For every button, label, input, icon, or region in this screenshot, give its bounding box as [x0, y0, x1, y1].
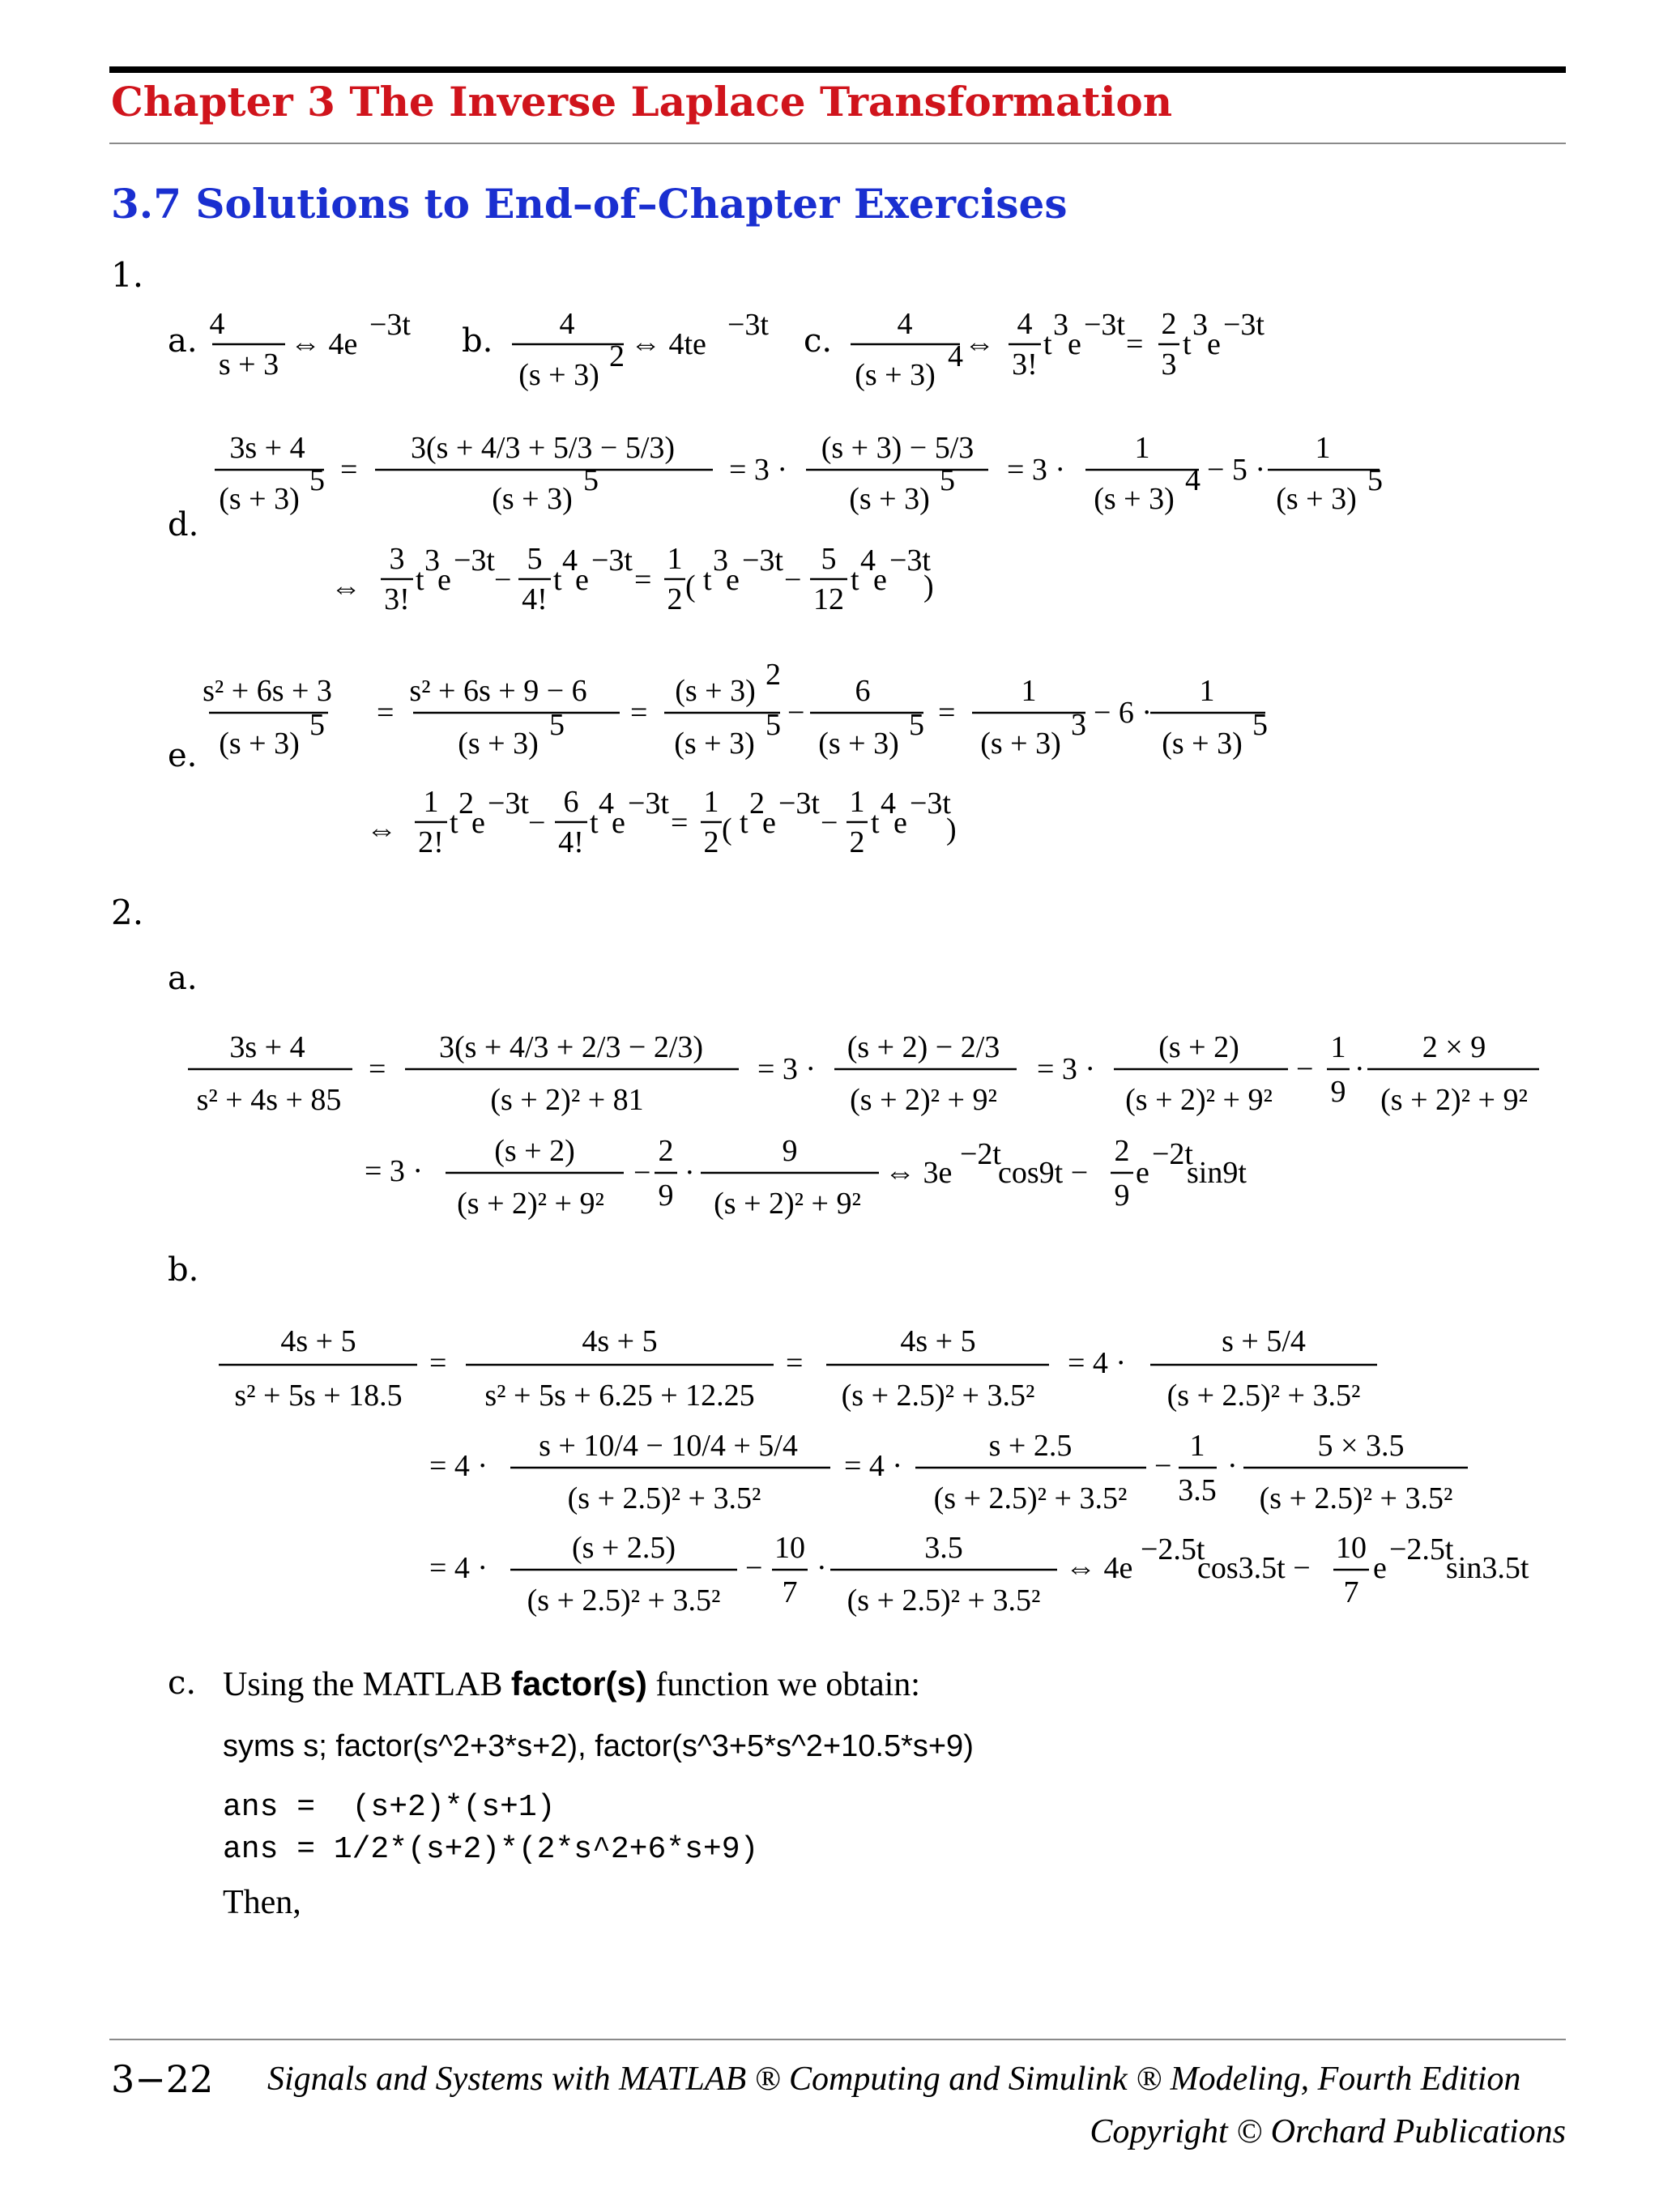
svg-text:−2.5t: −2.5t [1141, 1532, 1205, 1566]
svg-text:4!: 4! [522, 582, 548, 616]
ex2c-intro: Using the MATLAB factor(s) function we obtain: [223, 1664, 920, 1703]
svg-text:·: · [1227, 1449, 1238, 1483]
svg-text:e: e [1136, 1156, 1149, 1190]
svg-text:4: 4 [881, 786, 896, 820]
svg-text:e: e [726, 563, 740, 597]
svg-text:−: − [784, 563, 802, 597]
svg-text:5: 5 [309, 708, 325, 742]
svg-text:t: t [553, 563, 562, 597]
svg-text:3!: 3! [1012, 347, 1038, 381]
matlab-output-line-1: ans = (s+2)*(s+1) [223, 1790, 556, 1825]
ex1-part-a: a. [168, 322, 198, 360]
svg-text:= 3 ·: = 3 · [1007, 453, 1066, 487]
svg-text:3s + 4: 3s + 4 [229, 431, 305, 465]
svg-text:5: 5 [527, 542, 543, 576]
svg-text:s + 10/4 − 10/4 + 5/4: s + 10/4 − 10/4 + 5/4 [539, 1429, 798, 1463]
svg-text:−3t: −3t [591, 543, 633, 578]
svg-text:2: 2 [458, 786, 474, 820]
svg-text:10: 10 [1336, 1531, 1367, 1565]
svg-text:⇔ 4te: ⇔ 4te [630, 327, 706, 361]
svg-text:t: t [851, 563, 859, 597]
svg-text:1: 1 [1330, 1030, 1346, 1064]
svg-text:3.5: 3.5 [924, 1531, 963, 1565]
svg-text:−: − [633, 1156, 651, 1190]
matlab-output-line-2: ans = 1/2*(s+2)*(2*s^2+6*s+9) [223, 1832, 759, 1867]
ex1-part-d: d. [168, 506, 199, 543]
svg-text:s² + 6s + 9 − 6: s² + 6s + 9 − 6 [409, 674, 587, 708]
equation-1e-line1 [203, 658, 1268, 761]
svg-text:= 4 ·: = 4 · [429, 1551, 488, 1585]
svg-text:− 6 ·: − 6 · [1094, 696, 1153, 730]
svg-text:−: − [528, 806, 546, 840]
ex1-part-e: e. [168, 737, 198, 774]
svg-text:t: t [590, 806, 599, 840]
svg-text:6: 6 [563, 785, 579, 819]
svg-text:s² + 4s + 85: s² + 4s + 85 [196, 1083, 342, 1117]
svg-text:(s + 2.5)² + 3.5²: (s + 2.5)² + 3.5² [933, 1481, 1128, 1515]
book-title: Signals and Systems with MATLAB ® Computing and Simulink ® Modeling, Fourth Edition [267, 2061, 1521, 2098]
svg-text:2: 2 [849, 825, 865, 859]
matlab-command: syms s; factor(s^2+3*s+2), factor(s^3+5*s^2+10.5*s+9) [223, 1729, 974, 1763]
svg-text:5: 5 [1252, 708, 1268, 742]
svg-text:−3t: −3t [369, 308, 411, 342]
svg-text:−3t: −3t [910, 786, 951, 820]
svg-text:(s + 2)² + 9²: (s + 2)² + 9² [1380, 1083, 1528, 1117]
svg-text:2!: 2! [418, 825, 444, 859]
svg-text:e: e [893, 806, 907, 840]
svg-text:−3t: −3t [454, 543, 495, 578]
svg-text:=: = [377, 696, 394, 730]
svg-text:−: − [494, 563, 512, 597]
svg-text:2: 2 [658, 1134, 674, 1168]
svg-text:3: 3 [424, 543, 440, 578]
svg-text:−2t: −2t [960, 1137, 1001, 1171]
svg-text:1: 1 [703, 785, 719, 819]
svg-text:(s + 3) − 5/3: (s + 3) − 5/3 [821, 431, 975, 465]
matlab-function-name: factor(s) [510, 1664, 647, 1703]
svg-text:2: 2 [703, 825, 719, 859]
svg-text:(s + 2)² + 9²: (s + 2)² + 9² [1125, 1083, 1273, 1117]
svg-text:−3t: −3t [628, 786, 669, 820]
svg-text:5: 5 [766, 708, 781, 742]
then-text: Then, [223, 1884, 301, 1921]
svg-text:(s + 3): (s + 3) [1162, 727, 1243, 761]
svg-text:(s + 3): (s + 3) [219, 482, 300, 516]
svg-text:t: t [416, 563, 424, 597]
svg-text:(s + 3): (s + 3) [458, 727, 539, 761]
svg-text:e: e [437, 563, 451, 597]
svg-text:e: e [873, 563, 887, 597]
svg-text:t: t [1043, 327, 1052, 361]
svg-text:⇔: ⇔ [331, 571, 361, 605]
svg-text:2: 2 [1114, 1134, 1130, 1168]
svg-text:4: 4 [1185, 463, 1201, 497]
svg-text:1: 1 [849, 785, 865, 819]
svg-text:=: = [369, 1052, 386, 1086]
svg-text:sin9t: sin9t [1187, 1156, 1247, 1190]
svg-text:1: 1 [1199, 674, 1215, 708]
page-number: 3−22 [111, 2057, 214, 2101]
equation-2a-line2 [365, 1134, 1247, 1221]
svg-text:1: 1 [1134, 431, 1150, 465]
svg-text:(s + 3): (s + 3) [518, 358, 599, 392]
svg-text:5: 5 [583, 463, 599, 497]
copyright-line: Copyright © Orchard Publications [1090, 2113, 1566, 2150]
svg-text:−: − [1154, 1449, 1172, 1483]
svg-text:7: 7 [1343, 1575, 1359, 1609]
svg-text:(s + 2)² + 9²: (s + 2)² + 9² [457, 1187, 604, 1221]
svg-text:4: 4 [1017, 307, 1033, 341]
equation-2b-line1 [219, 1324, 1377, 1413]
svg-text:·: · [817, 1551, 827, 1585]
svg-text:(s + 2) − 2/3: (s + 2) − 2/3 [847, 1030, 1000, 1064]
ex1-part-b: b. [462, 322, 493, 360]
svg-text:(s + 2)² + 9²: (s + 2)² + 9² [850, 1083, 997, 1117]
svg-text:9: 9 [782, 1134, 798, 1168]
ex2-part-b: b. [168, 1251, 199, 1289]
svg-text:): ) [923, 569, 934, 603]
equation-2b-line2 [429, 1429, 1468, 1515]
svg-text:= 4 ·: = 4 · [1068, 1346, 1127, 1380]
svg-text:−2.5t: −2.5t [1389, 1532, 1454, 1566]
svg-text:3: 3 [1192, 308, 1208, 342]
ex1-part-c: c. [804, 322, 833, 360]
svg-text:−3t: −3t [727, 308, 769, 342]
svg-text:(s + 3): (s + 3) [675, 674, 756, 708]
svg-text:(: ( [722, 812, 732, 846]
svg-text:9: 9 [1330, 1075, 1346, 1109]
svg-text:(s + 3): (s + 3) [674, 727, 755, 761]
svg-text:−3t: −3t [778, 786, 820, 820]
svg-text:(s + 3): (s + 3) [492, 482, 573, 516]
svg-text:=: = [630, 696, 648, 730]
exercise-2-number: 2. [111, 893, 144, 932]
svg-text:(s + 2.5): (s + 2.5) [571, 1531, 676, 1565]
svg-text:3.5: 3.5 [1178, 1473, 1217, 1507]
svg-text:= 4 ·: = 4 · [844, 1449, 903, 1483]
svg-text:⇔ 3e: ⇔ 3e [885, 1156, 953, 1190]
svg-text:−3t: −3t [1223, 308, 1265, 342]
svg-text:=: = [671, 806, 689, 840]
svg-text:e: e [1207, 327, 1221, 361]
svg-text:(s + 3): (s + 3) [980, 727, 1061, 761]
svg-text:4: 4 [897, 307, 913, 341]
svg-text:3: 3 [1161, 347, 1177, 381]
svg-text:5: 5 [309, 463, 325, 497]
svg-text:(s + 2.5)² + 3.5²: (s + 2.5)² + 3.5² [567, 1481, 761, 1515]
svg-text:(: ( [685, 569, 696, 603]
svg-text:3: 3 [1071, 708, 1086, 742]
svg-text:4s + 5: 4s + 5 [582, 1324, 658, 1358]
svg-text:t: t [871, 806, 880, 840]
footer-rule [109, 2039, 1566, 2040]
svg-text:− 5 ·: − 5 · [1207, 453, 1266, 487]
svg-text:=: = [938, 696, 956, 730]
svg-text:(s + 2.5)² + 3.5²: (s + 2.5)² + 3.5² [1166, 1379, 1361, 1413]
svg-text:= 3 ·: = 3 · [729, 453, 788, 487]
svg-text:2: 2 [1161, 307, 1177, 341]
svg-text:2: 2 [609, 339, 625, 373]
svg-text:(s + 2): (s + 2) [494, 1134, 575, 1168]
svg-text:): ) [946, 812, 957, 846]
svg-text:⇔ 4e: ⇔ 4e [290, 327, 358, 361]
svg-text:e: e [762, 806, 776, 840]
svg-text:=: = [634, 563, 652, 597]
svg-text:(s + 3): (s + 3) [818, 727, 899, 761]
equation-1d-line1 [215, 431, 1383, 516]
svg-text:·: · [684, 1156, 695, 1190]
svg-text:(s + 2)² + 9²: (s + 2)² + 9² [714, 1187, 861, 1221]
svg-text:−: − [787, 696, 805, 730]
equation-1e-line2 [366, 785, 957, 859]
svg-text:s + 2.5: s + 2.5 [988, 1429, 1073, 1463]
svg-text:1: 1 [667, 542, 683, 576]
svg-text:−: − [1296, 1052, 1314, 1086]
equation-2b-line3 [429, 1531, 1529, 1617]
svg-text:4: 4 [599, 786, 614, 820]
svg-text:3(s + 4/3 + 5/3 − 5/3): 3(s + 4/3 + 5/3 − 5/3) [410, 431, 676, 465]
svg-text:6: 6 [855, 674, 871, 708]
svg-text:12: 12 [813, 582, 844, 616]
svg-text:⇔: ⇔ [964, 327, 995, 361]
svg-text:−2t: −2t [1152, 1137, 1193, 1171]
svg-text:1: 1 [1189, 1429, 1205, 1463]
svg-text:3!: 3! [384, 582, 410, 616]
svg-text:(s + 2): (s + 2) [1158, 1030, 1239, 1064]
svg-text:4: 4 [209, 307, 225, 341]
svg-text:s + 3: s + 3 [218, 347, 279, 381]
svg-text:(s + 3): (s + 3) [849, 482, 930, 516]
svg-text:sin3.5t: sin3.5t [1446, 1551, 1529, 1585]
svg-text:3: 3 [389, 542, 405, 576]
svg-text:3: 3 [1053, 308, 1068, 342]
svg-text:= 3 ·: = 3 · [1037, 1052, 1096, 1086]
svg-text:=: = [340, 453, 358, 487]
svg-text:−3t: −3t [1084, 308, 1125, 342]
svg-text:4: 4 [948, 339, 963, 373]
svg-text:2: 2 [766, 658, 781, 692]
svg-text:4!: 4! [558, 825, 584, 859]
svg-text:5 × 3.5: 5 × 3.5 [1317, 1429, 1405, 1463]
svg-text:4s + 5: 4s + 5 [280, 1324, 356, 1358]
svg-text:= 3 ·: = 3 · [365, 1154, 424, 1188]
svg-text:9: 9 [1114, 1178, 1130, 1213]
svg-text:(s + 3): (s + 3) [1094, 482, 1175, 516]
svg-text:3s + 4: 3s + 4 [229, 1030, 305, 1064]
equation-1c [851, 307, 1265, 392]
svg-text:1: 1 [1021, 674, 1037, 708]
svg-text:s² + 5s + 18.5: s² + 5s + 18.5 [234, 1379, 403, 1413]
svg-text:·: · [1354, 1052, 1365, 1086]
svg-text:cos3.5t −: cos3.5t − [1197, 1551, 1311, 1585]
svg-text:4: 4 [860, 543, 876, 578]
svg-text:(s + 3): (s + 3) [855, 358, 936, 392]
svg-text:(s + 2)² + 81: (s + 2)² + 81 [490, 1083, 644, 1117]
svg-text:1: 1 [423, 785, 439, 819]
svg-text:−: − [745, 1551, 763, 1585]
svg-text:−: − [821, 806, 838, 840]
svg-text:(s + 2.5)² + 3.5²: (s + 2.5)² + 3.5² [841, 1379, 1035, 1413]
svg-text:t: t [450, 806, 458, 840]
exercise-1-number: 1. [111, 255, 144, 295]
svg-text:=: = [429, 1346, 447, 1380]
svg-text:⇔ 4e: ⇔ 4e [1065, 1551, 1133, 1585]
svg-text:s² + 6s + 3: s² + 6s + 3 [203, 674, 332, 708]
equation-2a-line1 [188, 1030, 1539, 1117]
svg-text:5: 5 [909, 708, 924, 742]
svg-text:4: 4 [559, 307, 575, 341]
svg-text:(s + 3): (s + 3) [1276, 482, 1357, 516]
svg-text:⇔: ⇔ [366, 813, 397, 847]
svg-text:t: t [1183, 327, 1192, 361]
svg-text:10: 10 [774, 1531, 805, 1565]
svg-text:e: e [1373, 1551, 1387, 1585]
svg-text:e: e [612, 806, 625, 840]
svg-text:5: 5 [1367, 463, 1383, 497]
equation-1d-line2 [331, 542, 934, 616]
svg-text:5: 5 [821, 542, 837, 576]
svg-text:(s + 2.5)² + 3.5²: (s + 2.5)² + 3.5² [1259, 1481, 1453, 1515]
svg-text:3(s + 4/3 + 2/3 − 2/3): 3(s + 4/3 + 2/3 − 2/3) [438, 1030, 704, 1064]
svg-text:cos9t −: cos9t − [998, 1156, 1089, 1190]
svg-text:5: 5 [940, 463, 955, 497]
svg-text:4: 4 [562, 543, 578, 578]
svg-text:2: 2 [749, 786, 765, 820]
svg-text:2: 2 [667, 582, 683, 616]
equation-1b [512, 307, 769, 392]
svg-text:e: e [471, 806, 485, 840]
svg-text:5: 5 [549, 708, 565, 742]
svg-text:9: 9 [658, 1178, 674, 1213]
svg-text:(s + 3): (s + 3) [219, 727, 300, 761]
ex2-part-a: a. [168, 960, 198, 997]
svg-text:e: e [575, 563, 589, 597]
svg-text:(s + 2.5)² + 3.5²: (s + 2.5)² + 3.5² [847, 1583, 1041, 1617]
svg-text:2 × 9: 2 × 9 [1422, 1030, 1486, 1064]
chapter-title: Chapter 3 The Inverse Laplace Transformation [111, 78, 1173, 126]
equation-1a [210, 307, 412, 381]
svg-text:3: 3 [713, 543, 728, 578]
svg-text:4s + 5: 4s + 5 [900, 1324, 976, 1358]
svg-text:s² + 5s + 6.25 + 12.25: s² + 5s + 6.25 + 12.25 [484, 1379, 755, 1413]
svg-text:=: = [1126, 327, 1144, 361]
svg-text:=: = [786, 1346, 804, 1380]
svg-text:7: 7 [782, 1575, 798, 1609]
svg-text:= 4 ·: = 4 · [429, 1449, 488, 1483]
svg-text:t: t [740, 806, 748, 840]
svg-text:t: t [703, 563, 712, 597]
svg-text:−3t: −3t [889, 543, 931, 578]
svg-text:e: e [1068, 327, 1081, 361]
section-title: 3.7 Solutions to End–of–Chapter Exercises [111, 180, 1068, 228]
svg-text:1: 1 [1315, 431, 1331, 465]
svg-text:−3t: −3t [742, 543, 783, 578]
svg-text:−3t: −3t [488, 786, 529, 820]
svg-text:= 3 ·: = 3 · [757, 1052, 817, 1086]
svg-text:(s + 2.5)² + 3.5²: (s + 2.5)² + 3.5² [527, 1583, 721, 1617]
svg-text:s + 5/4: s + 5/4 [1222, 1324, 1306, 1358]
ex2-part-c: c. [168, 1664, 197, 1702]
